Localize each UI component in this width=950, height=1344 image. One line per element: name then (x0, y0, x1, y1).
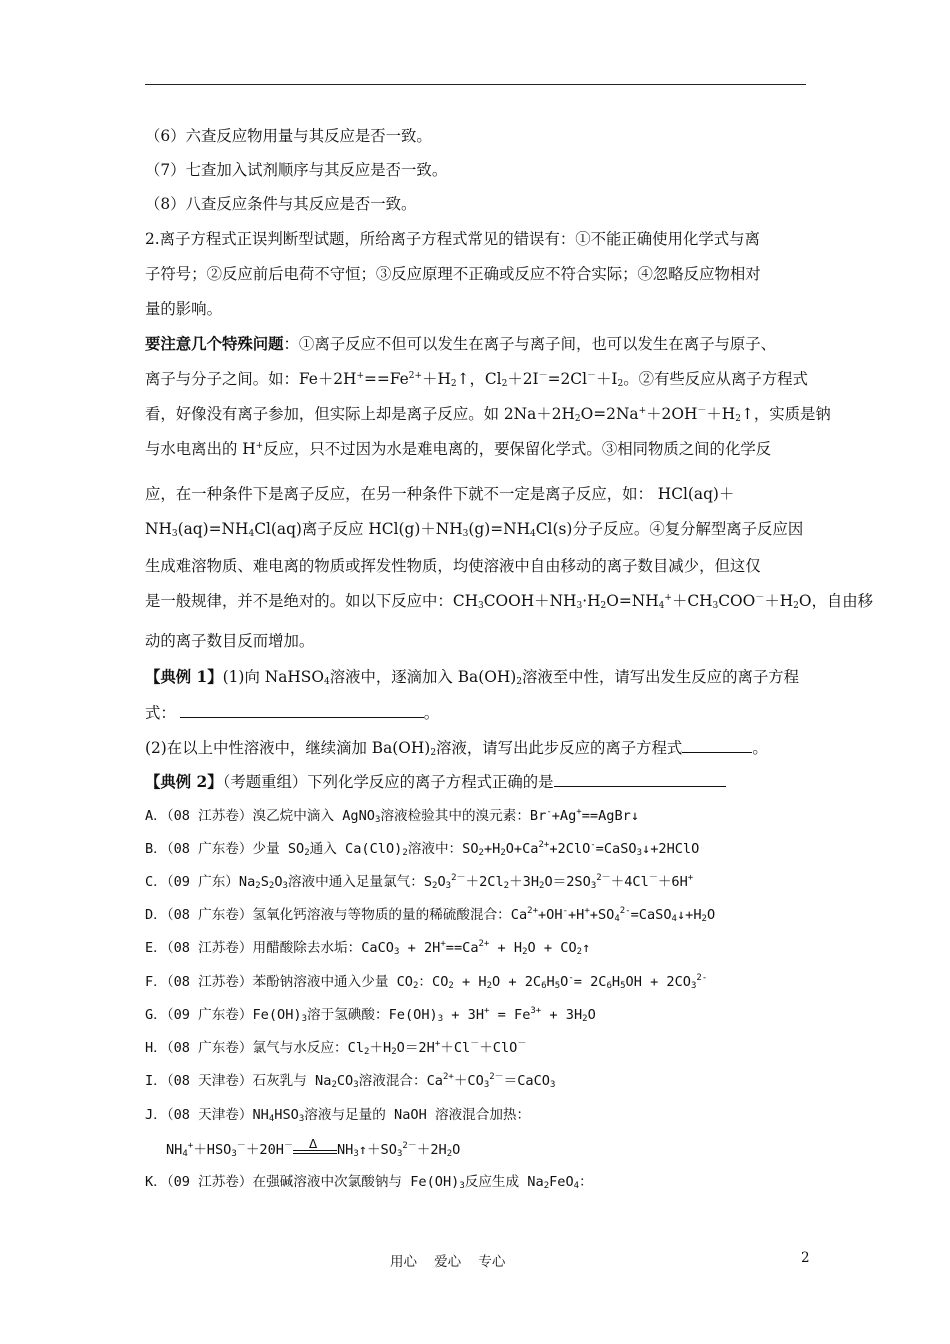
option-k: K．（09 江苏卷）在强碱溶液中次氯酸钠与 $Fe(OH)_3$反应生成 $Na_2FeO_4$： (145, 1174, 593, 1191)
section2-line1: 2.离子方程式正误判断型试题，所给离子方程式常见的错误有：①不能正确使用化学式与离 (145, 230, 760, 248)
special-line4: 与水电离出的 H+反应，只不过因为水是难电离的，要保留化学式。③相同物质之间的化学反 (145, 440, 772, 458)
option-i: I．（08 天津卷）石灰乳与 $Na_2CO_3$溶液混合：$Ca^{2+}+CO_3^{2-}=CaCO_3$ (145, 1072, 556, 1090)
option-j-equation: $NH_4^++HSO_3^-+20H^-$ Δ $NH_3↑+SO_3^{2-}+2H_2O$ (166, 1137, 461, 1159)
option-c: C．（09 广东）$Na_2S_2O_3$溶液中通入足量氯气：$S_2O_3^{2-}+2Cl_2+3H_2O=2SO_3^{2-}+4Cl^-+6H^+$ (145, 873, 694, 891)
special-line5: 应，在一种条件下是离子反应，在另一种条件下就不一定是离子反应，如： HCl(aq)＋ (145, 485, 735, 503)
example1-label: 【典例 1】 (145, 668, 223, 686)
option-b: B．（08 广东卷）少量 $SO_2$通入 $Ca(ClO)_2$溶液中：$SO_2+H_2O+Ca^{2+}+2ClO^-=CaSO_3↓+2HClO$ (145, 840, 700, 858)
example2-label: 【典例 2】 (145, 773, 223, 791)
special-line8: 是一般规律，并不是绝对的。如以下反应中：$CH_3COOH+NH_3\cdot H_2O=NH_4^++CH_3COO^-+H_2O$，自由移 (145, 592, 874, 611)
special-line1: 要注意几个特殊问题：①离子反应不但可以发生在离子与离子间，也可以发生在离子与原子、 (145, 335, 777, 353)
option-a: A．（08 江苏卷）溴乙烷中滴入 AgNO$_3$溶液检验其中的溴元素：Br-+Ag+==AgBr↓ (145, 807, 640, 825)
header-rule (145, 84, 806, 85)
special-line6: $NH_3(aq)=NH_4Cl(aq)$离子反应 $HCl(g)+NH_3(g)=NH_4Cl(s)$分子反应。④复分解型离子反应因 (145, 520, 804, 539)
example1-q1-answer: 式： 。 (145, 704, 440, 722)
special-line3: 看，好像没有离子参加，但实际上却是离子反应。如 $2Na+2H_2O=2Na^++2OH^-+H_2↑$，实质是钠 (145, 405, 831, 424)
option-j: J．（08 天津卷）$NH_4HSO_3$溶液与足量的 NaOH 溶液混合加热： (145, 1107, 531, 1124)
special-line2: 离子与分子之间。如：$Fe+2H^+==Fe^{2+}+H_2↑$，$Cl_2+2I^-=2Cl^-+I_2$。②有些反应从离子方程式 (145, 370, 808, 389)
answer-blank-2[interactable] (682, 738, 752, 753)
special-line9: 动的离子数目反而增加。 (145, 632, 315, 650)
answer-blank-1[interactable] (180, 703, 424, 718)
option-e: E．（08 江苏卷）用醋酸除去水垢：CaCO$_3$ + $2H^+==Ca^{2+} + H_2O$ + $CO_2↑$ (145, 939, 591, 957)
check-item-8: （8）八查反应条件与其反应是否一致。 (145, 195, 417, 213)
example1-q1: 【典例 1】(1)向 NaHSO$_4$溶液中，逐滴加入 $Ba(OH)_2$溶液至中性，请写出发生反应的离子方程 (145, 668, 800, 687)
special-line7: 生成难溶物质、难电离的物质或挥发性物质，均使溶液中自由移动的离子数目减少，但这仅 (145, 557, 761, 575)
section2-line2: 子符号；②反应前后电荷不守恒；③反应原理不正确或反应不符合实际；④忽略反应物相对 (145, 265, 761, 283)
special-label: 要注意几个特殊问题 (145, 335, 284, 353)
heating-condition-icon: Δ (293, 1139, 337, 1157)
section2-line3: 量的影响。 (145, 300, 222, 318)
answer-blank-3[interactable] (554, 772, 726, 787)
footer-motto: 用心 爱心 专心 (390, 1254, 506, 1270)
check-item-7: （7）七查加入试剂顺序与其反应是否一致。 (145, 161, 448, 179)
check-item-6: （6）六查反应物用量与其反应是否一致。 (145, 127, 432, 145)
option-f: F．（08 江苏卷）苯酚钠溶液中通入少量 $CO_2$：$CO_2 + H_2O + 2C_6H_5O^-= 2C_6H_5OH + 2CO_3^{2-}$ (145, 973, 708, 991)
page-number: 2 (801, 1250, 810, 1266)
option-d: D．（08 广东卷）氢氧化钙溶液与等物质的量的稀硫酸混合：$Ca^{2+}+OH^-+H^++SO_4^{2-}=CaSO_4↓+H_2O$ (145, 906, 716, 924)
option-g: G．（09 广东卷）$Fe(OH)_3$溶于氢碘酸：$Fe(OH)_3 + 3H^+ = Fe^{3+} + 3H_2O$ (145, 1006, 596, 1024)
example2-question: 【典例 2】（考题重组）下列化学反应的离子方程式正确的是 (145, 772, 825, 792)
option-h: H．（08 广东卷）氯气与水反应：$Cl_2+H_2O=2H^++Cl^-+ClO^-$ (145, 1039, 527, 1057)
example1-q2: (2)在以上中性溶液中，继续滴加 $Ba(OH)_2$溶液，请写出此步反应的离子方程式 。 (145, 739, 768, 758)
